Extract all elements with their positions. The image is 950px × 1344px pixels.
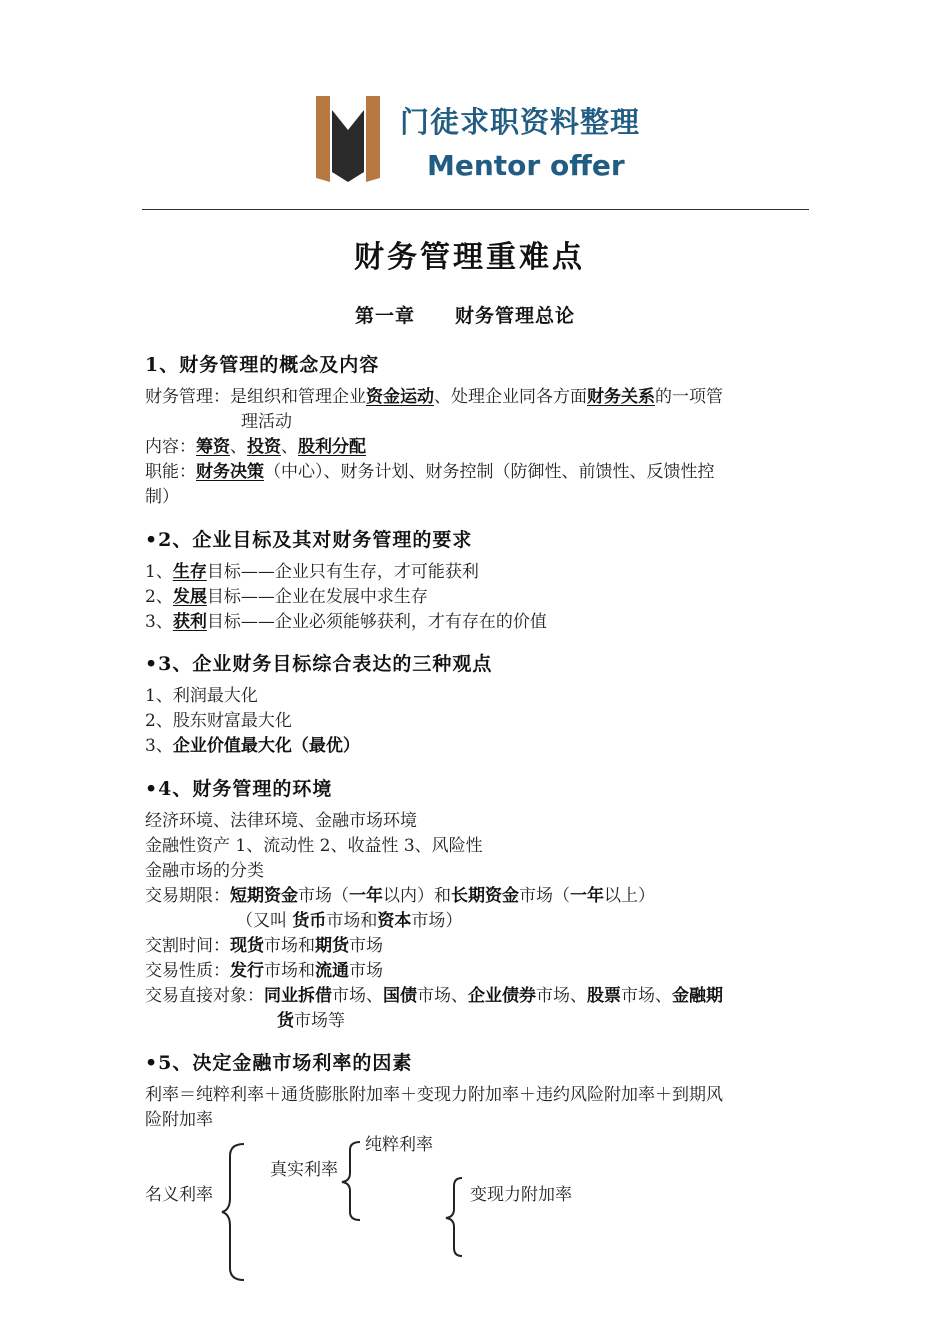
s2-item-rest: 目标——企业在发展中求生存 — [206, 587, 428, 607]
s4-delivery-k2: 期货 — [315, 936, 349, 956]
s4-delivery-t1: 市场和 — [264, 936, 315, 956]
real-rate-label: 真实利率 — [270, 1160, 338, 1180]
s4-nature-k1: 发行 — [230, 961, 264, 981]
mentor-logo-icon — [312, 94, 384, 184]
s2-item-num: 2、 — [145, 587, 173, 607]
s4-delivery-line — [145, 934, 383, 959]
s1-func-label: 职能： — [145, 462, 196, 482]
s1-content-label: 内容： — [145, 437, 196, 457]
s4-term2-t2: 市场和 — [326, 911, 378, 931]
s4-delivery-t2: 市场 — [349, 936, 383, 956]
s2-item-rest: 目标——企业必须能够获利，才有存在的价值 — [206, 612, 547, 632]
document-title: 财务管理重难点 — [354, 240, 585, 275]
s4-line-2: 金融性资产 1、流动性 2、收益性 3、风险性 — [145, 836, 483, 856]
section-1-heading: 1、财务管理的概念及内容 — [145, 354, 380, 376]
s4-term-line-2 — [236, 909, 462, 934]
s1-function-continuation: 制） — [145, 487, 179, 507]
s5-formula-line-1: 利率＝纯粹利率＋通货膨胀附加率＋变现力附加率＋违约风险附加率＋到期风 — [145, 1085, 723, 1105]
s4-term2-t1: （又叫 — [236, 911, 293, 931]
s4-term-line — [145, 884, 655, 909]
logo-center-mark — [332, 110, 364, 182]
logo-left-pillar — [316, 96, 330, 182]
s3-item-2: 2、股东财富最大化 — [145, 711, 292, 731]
s4-line-3: 金融市场的分类 — [145, 861, 264, 881]
section-3-heading: •3、企业财务目标综合表达的三种观点 — [145, 653, 493, 675]
liquidity-premium-brace-icon — [444, 1176, 466, 1258]
s4-term2-t3: 市场） — [411, 911, 463, 931]
s4-term2-k2: 资本 — [377, 911, 412, 931]
s4-term2-k1: 货币 — [292, 911, 327, 931]
s4-term-k1: 短期资金 — [230, 886, 298, 906]
s2-item-num: 3、 — [145, 612, 173, 632]
s2-item-3 — [145, 610, 547, 635]
s2-item-2 — [145, 585, 428, 610]
s2-item-1 — [145, 560, 479, 585]
s1-content-keyword-1: 筹资 — [196, 437, 230, 457]
s1-content-line — [145, 435, 366, 460]
s4-delivery-label: 交割时间： — [145, 936, 230, 956]
s4-term-label: 交易期限： — [145, 886, 230, 906]
s4-term-k2: 一年 — [349, 886, 383, 906]
pure-rate-label: 纯粹利率 — [365, 1135, 433, 1155]
s4-nature-t2: 市场 — [349, 961, 383, 981]
s4-object-t2: 市场、 — [417, 986, 468, 1006]
s4-object-t4: 市场、 — [621, 986, 672, 1006]
s1-def-keyword-2: 财务关系 — [587, 387, 655, 407]
section-2-heading: •2、企业目标及其对财务管理的要求 — [145, 529, 473, 551]
s4-object2-t1: 市场等 — [294, 1011, 345, 1031]
header-rule — [142, 209, 809, 210]
nominal-rate-label: 名义利率 — [145, 1185, 213, 1205]
s1-content-keyword-2: 投资 — [247, 437, 281, 457]
s4-object-label: 交易直接对象： — [145, 986, 264, 1006]
s4-nature-k2: 流通 — [315, 961, 349, 981]
s1-content-sep-1: 、 — [230, 437, 247, 457]
s4-term-t1: 市场（ — [298, 886, 349, 906]
s3-item-3-num: 3、 — [145, 736, 173, 756]
section-4-heading: •4、财务管理的环境 — [145, 778, 333, 800]
section-5-heading: •5、决定金融市场利率的因素 — [145, 1052, 413, 1074]
nominal-rate-brace-icon — [220, 1142, 250, 1282]
s1-def-end: 的一项管 — [655, 387, 723, 407]
s2-item-key: 获利 — [172, 612, 207, 632]
s4-nature-label: 交易性质： — [145, 961, 230, 981]
chapter-heading: 第一章 财务管理总论 — [355, 305, 576, 327]
s4-object-k4: 股票 — [587, 986, 621, 1006]
s4-line-1: 经济环境、法律环境、金融市场环境 — [145, 811, 417, 831]
s4-object-k1: 同业拆借 — [264, 986, 332, 1006]
s1-def-mid: 、处理企业同各方面 — [434, 387, 587, 407]
s4-object-k5: 金融期 — [672, 986, 723, 1006]
logo-chinese-text: 门徒求职资料整理 — [400, 105, 641, 139]
s1-def-prefix: 财务管理：是组织和管理企业 — [145, 387, 366, 407]
s1-definition-line — [145, 385, 723, 410]
s2-item-key: 发展 — [172, 587, 207, 607]
s3-item-3-text: 企业价值最大化（最优） — [172, 736, 360, 756]
s3-item-3 — [145, 734, 360, 759]
s1-func-keyword: 财务决策 — [196, 462, 264, 482]
s1-func-rest: （中心）、财务计划、财务控制（防御性、前馈性、反馈性控 — [264, 462, 715, 482]
s4-term-t2: 以内）和 — [383, 886, 451, 906]
s1-content-sep-2: 、 — [281, 437, 298, 457]
s4-term-t3: 市场（ — [519, 886, 570, 906]
s4-term-k4: 一年 — [570, 886, 604, 906]
s2-item-num: 1、 — [145, 562, 173, 582]
s1-def-keyword-1: 资金运动 — [366, 387, 434, 407]
s4-nature-line — [145, 959, 383, 984]
s4-object-t1: 市场、 — [332, 986, 383, 1006]
logo-right-pillar — [366, 96, 380, 182]
liquidity-premium-label: 变现力附加率 — [470, 1185, 572, 1205]
s2-item-rest: 目标——企业只有生存，才可能获利 — [206, 562, 479, 582]
s2-item-key: 生存 — [172, 562, 207, 582]
logo-english-text: Mentor offer — [427, 149, 625, 182]
s4-delivery-k1: 现货 — [230, 936, 264, 956]
s4-term-k3: 长期资金 — [451, 886, 519, 906]
s1-definition-continuation: 理活动 — [241, 412, 292, 432]
s4-term-t4: 以上） — [604, 886, 655, 906]
s5-formula-line-2: 险附加率 — [145, 1110, 213, 1130]
s4-object-line-2 — [277, 1009, 345, 1034]
s4-object-k2: 国债 — [383, 986, 417, 1006]
s1-content-keyword-3: 股利分配 — [298, 437, 366, 457]
s4-object-t3: 市场、 — [536, 986, 587, 1006]
s4-object2-k1: 货 — [277, 1011, 294, 1031]
real-rate-brace-icon — [340, 1140, 364, 1222]
s1-function-line — [145, 460, 715, 485]
s4-object-line — [145, 984, 723, 1009]
s4-nature-t1: 市场和 — [264, 961, 315, 981]
s3-item-1: 1、利润最大化 — [145, 686, 258, 706]
s4-object-k3: 企业债券 — [468, 986, 536, 1006]
